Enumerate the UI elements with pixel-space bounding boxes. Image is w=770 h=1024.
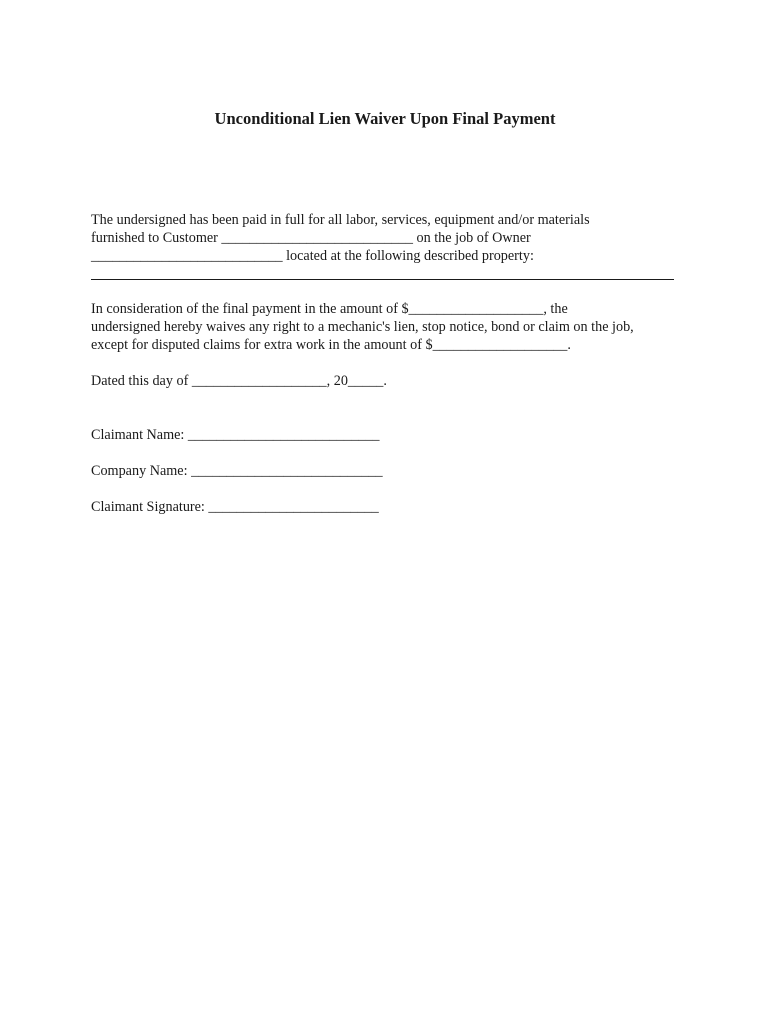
paragraph-line: The undersigned has been paid in full for all labor, services, equipment and/or materials (91, 212, 590, 228)
company-name-line: Company Name: ___________________________ (91, 463, 383, 479)
paragraph-line: undersigned hereby waives any right to a mechanic's lien, stop notice, bond or claim on the job, (91, 319, 634, 336)
property-description-line (91, 279, 674, 280)
paragraph-payment-statement (91, 211, 691, 266)
paragraph-waiver-statement (91, 300, 691, 355)
paragraph-line-disputed-claims: except for disputed claims for extra work in the amount of $___________________. (91, 337, 571, 354)
paragraph-line-owner: ___________________________ located at the following described property: (91, 248, 534, 265)
claimant-signature-line: Claimant Signature: ________________________ (91, 499, 379, 515)
document-title: Unconditional Lien Waiver Upon Final Payment (214, 109, 556, 128)
dated-line: Dated this day of ___________________, 20_____. (91, 373, 387, 389)
claimant-name-line: Claimant Name: ___________________________ (91, 427, 380, 443)
paragraph-line-customer: furnished to Customer ___________________________ on the job of Owner (91, 230, 531, 247)
paragraph-line-final-payment: In consideration of the final payment in the amount of $___________________, the (91, 301, 568, 317)
